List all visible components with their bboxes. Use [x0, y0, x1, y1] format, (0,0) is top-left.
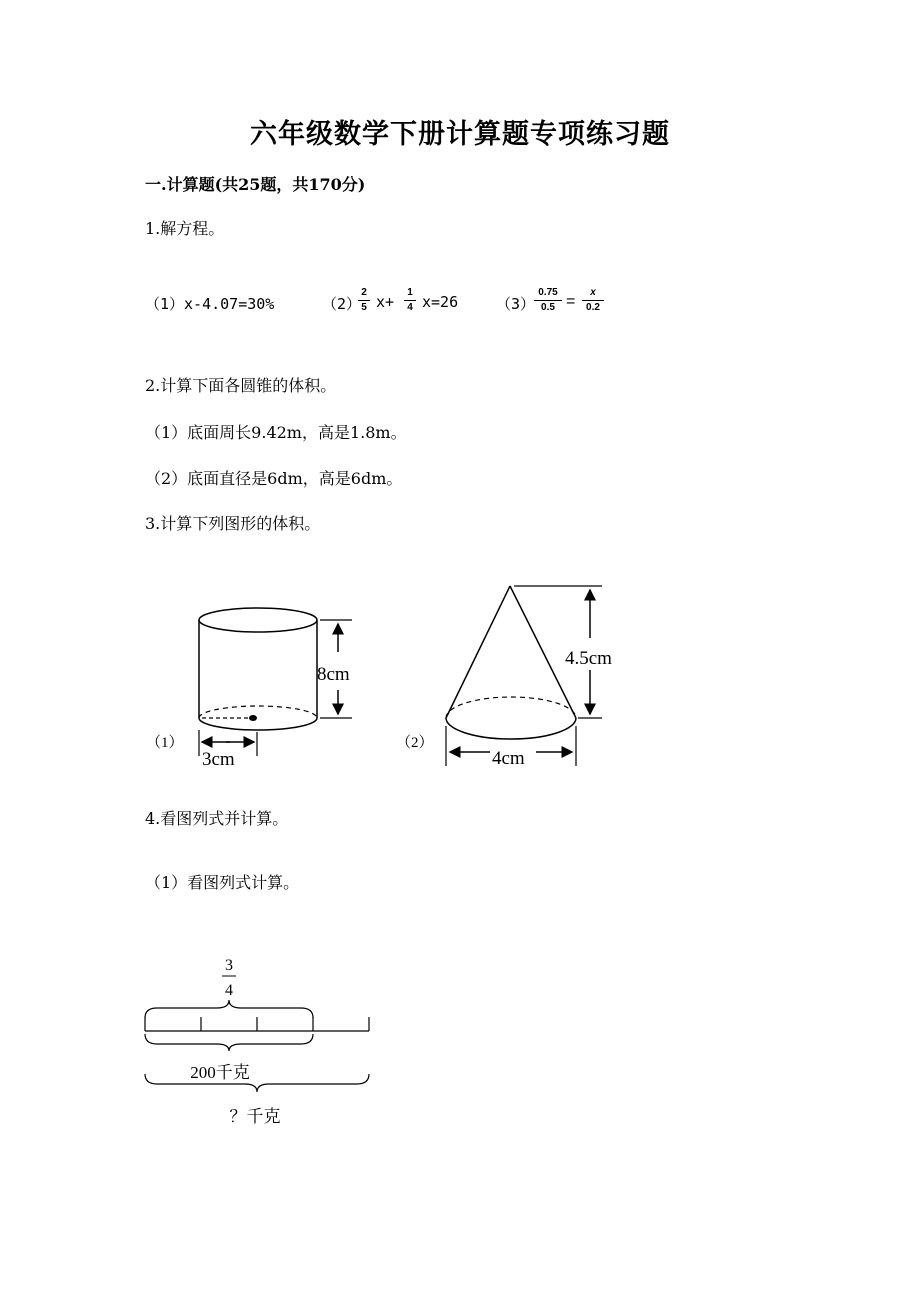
question-3-prompt: 3.计算下列图形的体积。	[145, 514, 321, 533]
cylinder-center-dot	[249, 715, 257, 721]
cone-diameter-label: 4cm	[492, 748, 525, 769]
cylinder-top-ellipse	[199, 608, 317, 632]
q1-part2-fraction-2	[404, 287, 416, 314]
diagram-fraction-denominator: 4	[225, 982, 233, 999]
question-1-prompt: 1.解方程。	[145, 219, 225, 238]
fraction-denominator: 0.5	[541, 302, 555, 313]
cone-height-label: 4.5cm	[565, 648, 612, 669]
q1-part1	[145, 293, 274, 314]
q1-part3-label: （3）	[496, 295, 536, 313]
part-brace	[145, 1034, 313, 1051]
whole-brace	[145, 1074, 369, 1092]
cylinder-height-label: 8cm	[317, 664, 350, 685]
cone-figure	[390, 578, 640, 773]
q1-part1-label: （1）	[145, 295, 185, 313]
segment-diagram	[135, 950, 385, 1130]
q1-part3-fraction-left	[534, 287, 562, 314]
q1-part3-fraction-right	[582, 287, 604, 314]
cone-base-front	[446, 718, 576, 739]
q1-part2-label: （2）	[322, 295, 362, 313]
cylinder-figure	[140, 600, 380, 775]
cylinder-radius-label: 3cm	[202, 749, 235, 770]
part-label: 200千克	[190, 1063, 250, 1082]
q1-part2-mid: x+	[376, 293, 395, 311]
q1-part2-end: x=26	[422, 293, 459, 311]
cylinder-bottom-back	[199, 706, 317, 718]
page-title: 六年级数学下册计算题专项练习题	[250, 119, 670, 150]
question-2-item-2: （2）底面直径是6dm，高是6dm。	[145, 469, 403, 488]
diagram-fraction-numerator: 3	[225, 957, 233, 974]
section-heading: 一.计算题(共25题，共170分)	[145, 175, 366, 194]
fraction-numerator: 1	[407, 287, 413, 298]
question-4-prompt: 4.看图列式并计算。	[145, 809, 289, 828]
fraction-numerator: 2	[361, 287, 367, 298]
fraction-numerator: 0.75	[538, 287, 558, 298]
cylinder-bottom-front	[199, 718, 317, 730]
cone-base-back	[446, 697, 576, 718]
fraction-denominator: 4	[407, 302, 413, 313]
fraction-denominator: 0.2	[586, 302, 600, 313]
whole-label: ？千克	[229, 1107, 281, 1126]
top-brace	[145, 1000, 313, 1018]
q1-part3-equals: =	[566, 293, 576, 310]
fraction-denominator: 5	[361, 302, 367, 313]
q1-part1-expr: x-4.07=30%	[184, 295, 275, 313]
question-2-item-1: （1）底面周长9.42m，高是1.8m。	[145, 423, 407, 442]
figure-2-label: （2）	[396, 735, 434, 751]
question-4-sub-1: （1）看图列式计算。	[145, 873, 300, 892]
cone-left-edge	[446, 586, 510, 718]
figure-1-label: （1）	[146, 735, 184, 751]
fraction-numerator: x	[590, 287, 596, 298]
q1-part2-fraction-1	[358, 287, 370, 314]
question-2-prompt: 2.计算下面各圆锥的体积。	[145, 376, 337, 395]
